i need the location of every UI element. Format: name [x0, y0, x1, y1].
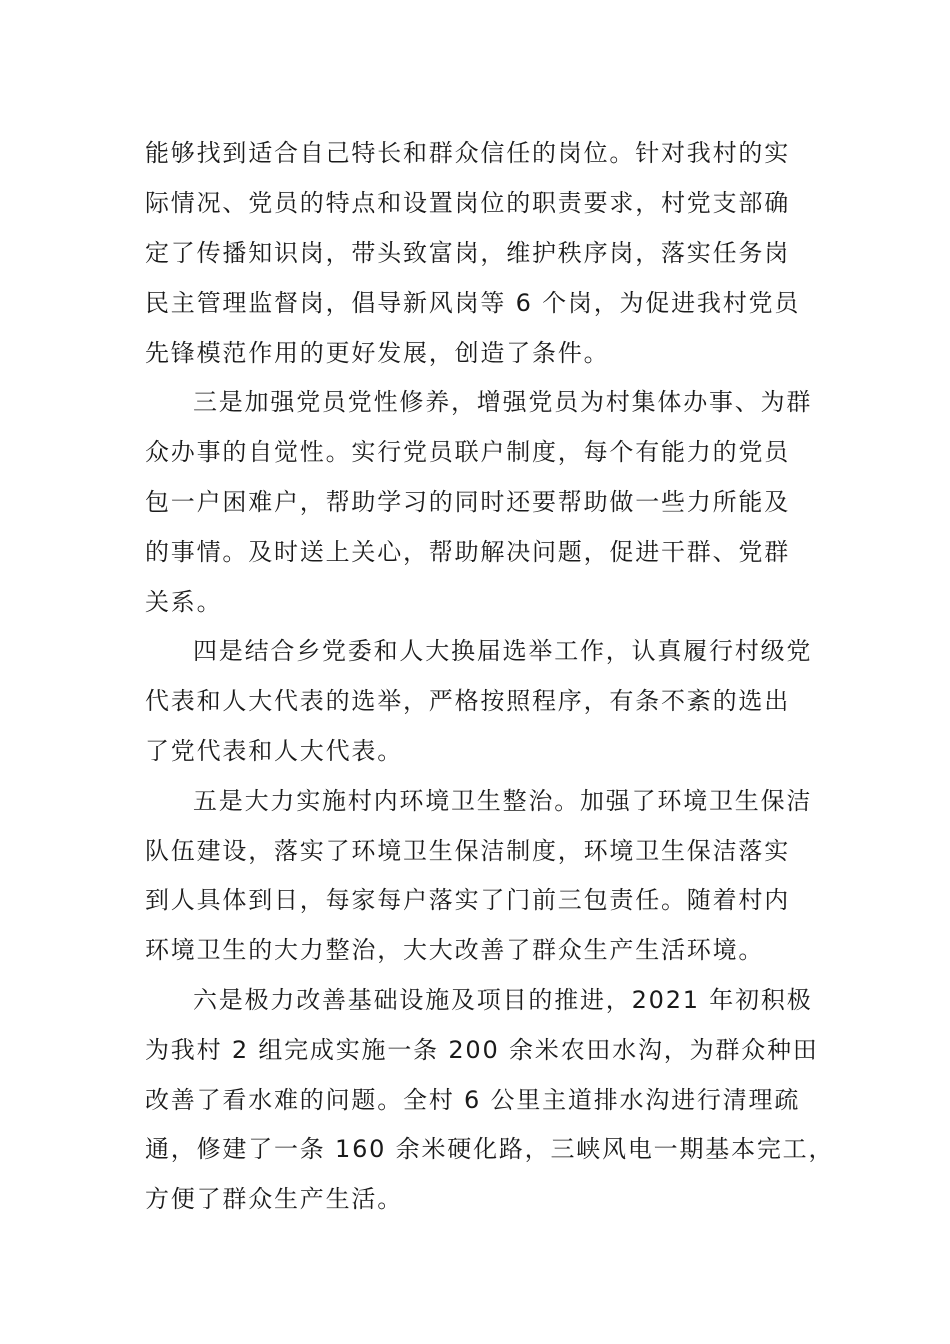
- paragraph-5-start: 五是大力实施村内环境卫生整治。加强了环境卫生保洁: [193, 787, 813, 815]
- text-line: 了党代表和人大代表。: [145, 737, 403, 765]
- text-line: 通，修建了一条 160 余米硬化路，三峡风电一期基本完工，: [145, 1135, 835, 1163]
- text-line: 的事情。及时送上关心，帮助解决问题，促进干群、党群: [145, 538, 790, 566]
- text-line: 代表和人大代表的选举，严格按照程序，有条不紊的选出: [145, 687, 790, 715]
- text-line: 能够找到适合自己特长和群众信任的岗位。针对我村的实: [145, 139, 790, 167]
- text-line: 先锋模范作用的更好发展，创造了条件。: [145, 339, 610, 367]
- paragraph-3-start: 三是加强党员党性修养，增强党员为村集体办事、为群: [193, 388, 813, 416]
- paragraph-4-start: 四是结合乡党委和人大换届选举工作，认真履行村级党: [193, 637, 813, 665]
- text-line: 环境卫生的大力整治，大大改善了群众生产生活环境。: [145, 936, 765, 964]
- text-line: 民主管理监督岗，倡导新风岗等 6 个岗，为促进我村党员: [145, 289, 801, 317]
- text-line: 队伍建设，落实了环境卫生保洁制度，环境卫生保洁落实: [145, 837, 790, 865]
- text-line: 为我村 2 组完成实施一条 200 余米农田水沟，为群众种田: [145, 1036, 819, 1064]
- text-line: 际情况、党员的特点和设置岗位的职责要求，村党支部确: [145, 189, 790, 217]
- paragraph-6-start: 六是极力改善基础设施及项目的推进，2021 年初积极: [193, 986, 813, 1014]
- text-line: 包一户困难户，帮助学习的同时还要帮助做一些力所能及: [145, 488, 790, 516]
- text-line: 众办事的自觉性。实行党员联户制度，每个有能力的党员: [145, 438, 790, 466]
- text-line: 改善了看水难的问题。全村 6 公里主道排水沟进行清理疏: [145, 1086, 801, 1114]
- text-line: 关系。: [145, 588, 223, 616]
- text-line: 到人具体到日，每家每户落实了门前三包责任。随着村内: [145, 886, 790, 914]
- text-line: 方便了群众生产生活。: [145, 1185, 403, 1213]
- text-line: 定了传播知识岗，带头致富岗，维护秩序岗，落实任务岗: [145, 239, 790, 267]
